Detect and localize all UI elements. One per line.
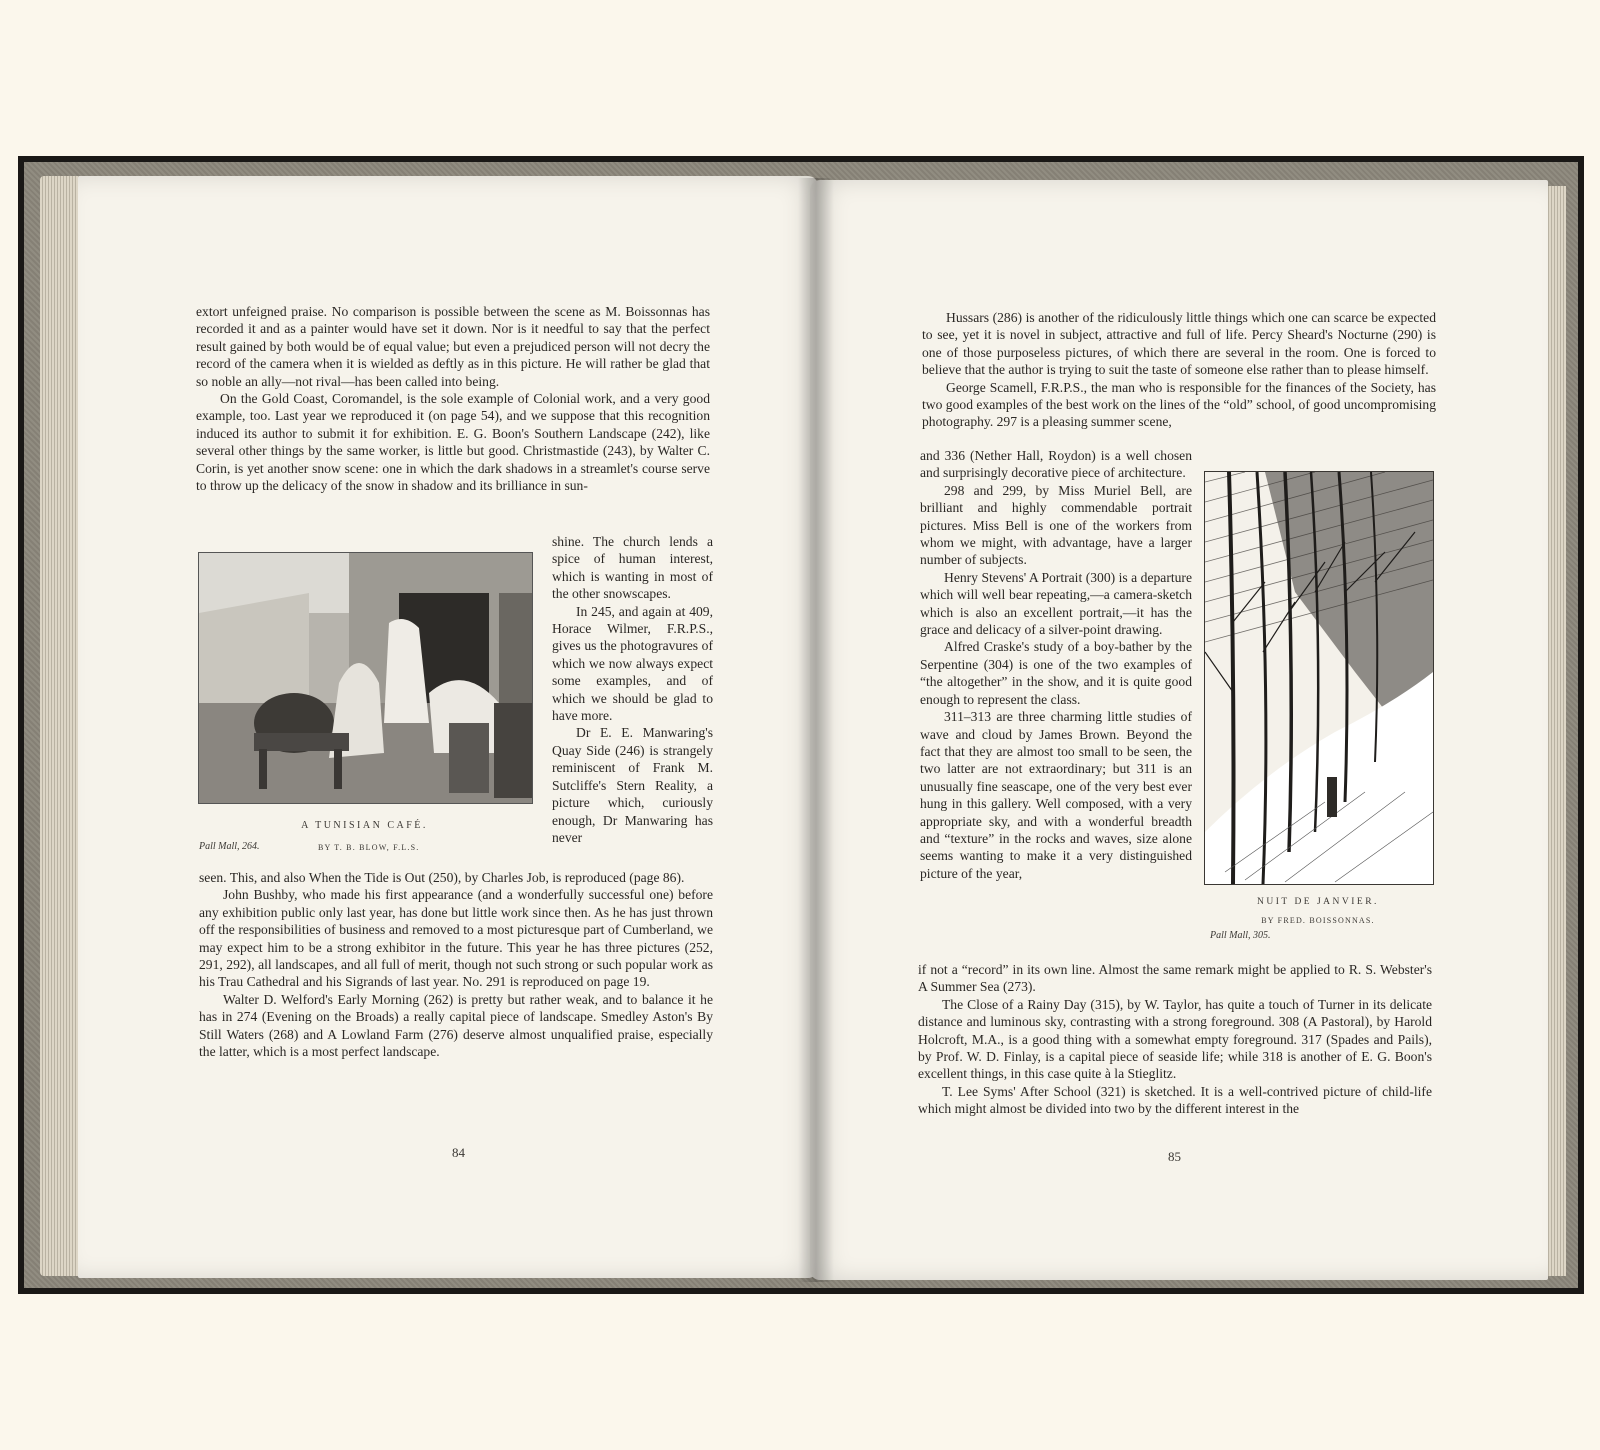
figure-credit-right: BY FRED. BOISSONNAS. <box>1261 916 1375 925</box>
paragraph: Alfred Craske's study of a boy-bather by the Serpentine (304) is one of the two examples of “the altogether” in the show, and it is quite good enough to represent the class. <box>920 639 1192 707</box>
paragraph: The Close of a Rainy Day (315), by W. Taylor, has quite a touch of Turner in its delicate distance and luminous sky, contrasting with a strong foreground. 308 (A Pastoral), by Harold Holcroft, M.A., is a good thing with a somewhat empty foreground. 317 (Spades and Pails), by Prof. W. D. Finlay, is a capital piece of seaside life; while 318 is another of E. G. Boon's excellent things, in this case quite à la Stieglitz. <box>918 996 1432 1082</box>
paragraph: shine. The church lends a spice of human interest, which is wanting in most of the other snowscapes. <box>552 534 713 602</box>
figure-caption-right: NUIT DE JANVIER. <box>1257 897 1379 907</box>
figure-caption-left: A TUNISIAN CAFÉ. <box>301 820 428 831</box>
paragraph: T. Lee Syms' After School (321) is sketched. It is a well-contrived picture of child-life which might almost be divided into two by the different interest in the <box>918 1083 1432 1117</box>
paragraph: seen. This, and also When the Tide is Out (250), by Charles Job, is reproduced (page 86). <box>199 870 685 885</box>
paragraph: 298 and 299, by Miss Muriel Bell, are brilliant and highly commendable portrait pictures. Miss Bell is one of the workers from whom we might, with advantage, have a larger number of subjects. <box>920 482 1192 568</box>
paragraph: extort unfeigned praise. No comparison is possible between the scene as M. Boissonnas has recorded it and as a painter would have set it down. Nor is it needful to say that the perfect result gained by both would be of equal value; but even a prejudiced person will not decry the record of the camera when it is wielded as deftly as in this picture. He will rather be glad that so noble an ally—not rival—has been called into being. <box>196 304 710 389</box>
nuit-de-janvier-illustration <box>1204 471 1434 885</box>
paragraph: Henry Stevens' A Portrait (300) is a departure which will well bear repeating,—a camera-sketch which is also an excellent portrait,—it has the grace and delicacy of a silver-point drawing. <box>920 569 1192 638</box>
left-top-text <box>196 303 710 494</box>
paragraph: John Bushby, who made his first appearance (and a wonderfully successful one) before any exhibition public only last year, has done but little work since then. As he has just thrown off the responsibilities of business and removed to a most picturesque part of Cumberland, we may expect him to be a strong exhibitor in the future. This year he has three pictures (252, 291, 292), all landscapes, and all full of merit, though not such strong or such popular work as his Trau Cathedral and his Sigrands of last year. No. 291 is reproduced on page 19. <box>199 887 713 990</box>
page-number-left: 84 <box>452 1145 465 1160</box>
figure-credit-left: BY T. B. BLOW, F.L.S. <box>318 843 420 852</box>
paragraph: 311–313 are three charming little studies of wave and cloud by James Brown. Beyond the fact that they are almost too small to be seen, the two latter are not extraordinary; but 311 is an unusually fine seascape, one of the very best ever hung in this gallery. Well composed, with a very appropriate sky, and with a wonderful breadth and “texture” in the rocks and waves, size alone seems wanting to make it a very distinguished picture of the year, <box>920 709 1192 881</box>
paragraph: if not a “record” in its own line. Almost the same remark might be applied to R. S. Webster's A Summer Sea (273). <box>918 962 1432 995</box>
left-bottom-text <box>199 869 713 1060</box>
page-edges-right <box>1546 186 1566 1276</box>
figure-source-right: Pall Mall, 305. <box>1210 930 1271 941</box>
figure-source-left: Pall Mall, 264. <box>199 841 260 852</box>
right-top-text <box>922 309 1436 431</box>
paragraph: George Scamell, F.R.P.S., the man who is responsible for the finances of the Society, has two good examples of the best work on the lines of the “old” school, of good uncompromising photography. 297 is a pleasing summer scene, <box>922 379 1436 430</box>
right-narrow-text <box>920 447 1192 882</box>
paragraph: On the Gold Coast, Coromandel, is the sole example of Colonial work, and a very good example, too. Last year we reproduced it (on page 54), and we suppose that this recognition induced its author to submit it for exhibition. E. G. Boon's Southern Landscape (242), like several other things by the same worker, is little but good. Christmastide (243), by Walter C. Corin, is yet another snow scene: one in which the dark shadows in a streamlet's course serve to throw up the delicacy of the snow in shadow and its brilliance in sun- <box>196 391 710 494</box>
paragraph: In 245, and again at 409, Horace Wilmer, F.R.P.S., gives us the photogravures of which we now always expect some examples, and of which we should be glad to have more. <box>552 603 713 724</box>
tunisian-cafe-photo <box>198 552 533 804</box>
paragraph: Hussars (286) is another of the ridiculously little things which one can scarce be expected to see, yet it is novel in subject, attractive and full of life. Percy Sheard's Nocturne (290) is one of those purposeless pictures, of which there are several in the room. One is forced to believe that the author is trying to suit the taste of someone else rather than to please himself. <box>922 310 1436 378</box>
paragraph: Dr E. E. Manwaring's Quay Side (246) is strangely reminiscent of Frank M. Sutcliffe's Stern Reality, a picture which, curiously enough, Dr Manwaring has never <box>552 725 713 845</box>
left-side-text <box>552 533 713 846</box>
book-gutter <box>798 178 834 1282</box>
paragraph: Walter D. Welford's Early Morning (262) is pretty but rather weak, and to balance it he has in 274 (Evening on the Broads) a really capital piece of landscape. Smedley Aston's By Still Waters (268) and A Lowland Farm (276) deserve almost unqualified praise, especially the latter, which is a most perfect landscape. <box>199 991 713 1060</box>
right-bottom-text <box>918 961 1432 1118</box>
page-number-right: 85 <box>1168 1149 1181 1164</box>
paragraph: and 336 (Nether Hall, Roydon) is a well chosen and surprisingly decorative piece of architecture. <box>920 448 1192 481</box>
